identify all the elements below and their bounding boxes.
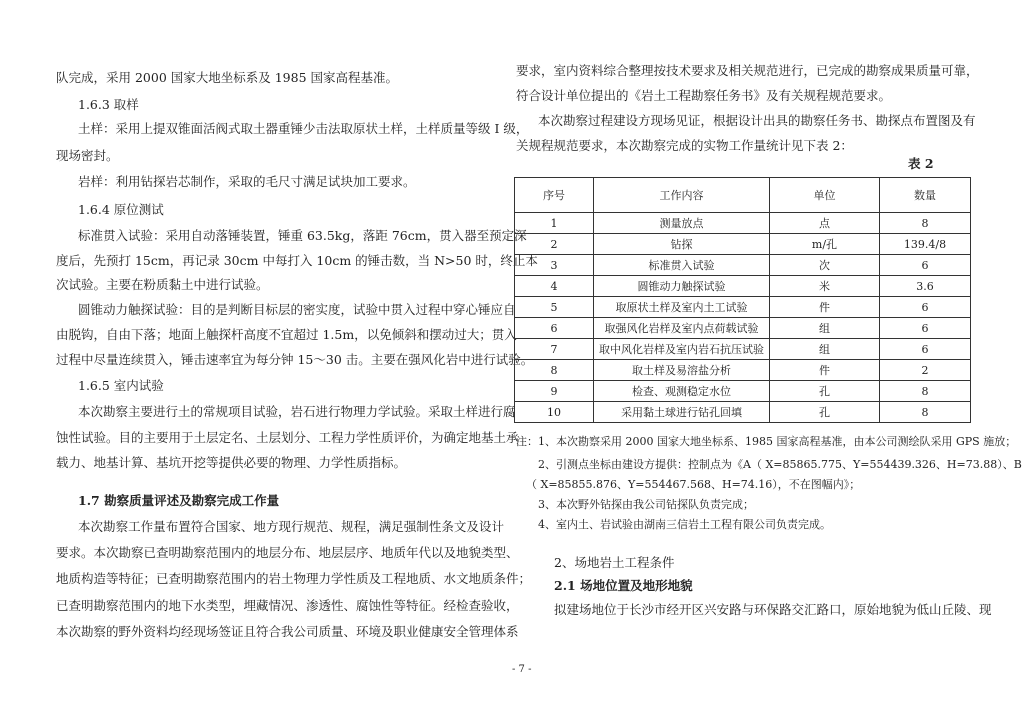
table-row (515, 381, 971, 402)
unit-cell: 组 (770, 339, 880, 360)
paragraph-line: 载力、地基计算、基坑开挖等提供必要的物理、力学性质指标。 (56, 455, 407, 470)
work-content-cell: 取强风化岩样及室内点荷载试验 (594, 318, 770, 339)
paragraph-line: 现场密封。 (56, 148, 119, 163)
table-note: 3、本次野外钻探由我公司钻探队负责完成； (538, 498, 754, 511)
section-heading: 1.6.5 室内试验 (78, 378, 164, 393)
paragraph-line: 队完成，采用 2000 国家大地坐标系及 1985 国家高程基准。 (56, 70, 399, 85)
work-content-cell: 取原状土样及室内土工试验 (594, 297, 770, 318)
quantity-cell: 6 (880, 297, 971, 318)
row-index-cell: 9 (515, 381, 594, 402)
section-heading: 1.6.3 取样 (78, 97, 139, 112)
quantity-cell: 8 (880, 213, 971, 234)
table-row (515, 234, 971, 255)
paragraph-line: 本次勘察的野外资料均经现场签证且符合我公司质量、环境及职业健康安全管理体系 (56, 624, 519, 639)
column-header: 序号 (515, 178, 594, 213)
paragraph-line: 拟建场地位于长沙市经开区兴安路与环保路交汇路口，原始地貌为低山丘陵、现 (554, 602, 992, 617)
unit-cell: 点 (770, 213, 880, 234)
work-content-cell: 取土样及易溶盐分析 (594, 360, 770, 381)
quantity-cell: 2 (880, 360, 971, 381)
paragraph-line: 地质构造等特征；已查明勘察范围内的岩土物理力学性质及工程地质、水文地质条件； (56, 571, 532, 586)
paragraph-line: 标准贯入试验：采用自动落锤装置，锤重 63.5kg，落距 76cm，贯入器至预定深 (78, 228, 527, 243)
table-note: 4、室内土、岩试验由湖南三信岩土工程有限公司负责完成。 (538, 518, 831, 531)
row-index-cell: 1 (515, 213, 594, 234)
paragraph-line: 要求。本次勘察已查明勘察范围内的地层分布、地层层序、地质年代以及地貌类型、 (56, 545, 519, 560)
table-note: （ X=85855.876、Y=554467.568、H=74.16），不在图幅内》； (526, 478, 861, 491)
section-heading: 1.7 勘察质量评述及勘察完成工作量 (78, 493, 280, 508)
unit-cell: 组 (770, 318, 880, 339)
quantity-cell: 6 (880, 339, 971, 360)
table-row (515, 297, 971, 318)
table-row (515, 255, 971, 276)
row-index-cell: 6 (515, 318, 594, 339)
paragraph-line: 本次勘察过程建设方现场见证，根据设计出具的勘察任务书、勘探点布置图及有 (538, 113, 976, 128)
table-row (515, 213, 971, 234)
paragraph-line: 关规程规范要求，本次勘察完成的实物工作量统计见下表 2： (516, 138, 853, 153)
page-number: - 7 - (512, 664, 532, 675)
row-index-cell: 8 (515, 360, 594, 381)
quantity-cell: 8 (880, 381, 971, 402)
section-heading: 2.1 场地位置及地形地貌 (554, 578, 693, 593)
quantity-cell: 3.6 (880, 276, 971, 297)
paragraph-line: 度后，先预打 15cm，再记录 30cm 中每打入 10cm 的锤击数，当 N>50 时，终止本 (56, 253, 538, 268)
section-heading: 2、场地岩土工程条件 (554, 555, 675, 570)
work-content-cell: 采用黏土球进行钻孔回填 (594, 402, 770, 423)
paragraph-line: 本次勘察主要进行土的常规项目试验，岩石进行物理力学试验。采取土样进行腐 (78, 404, 516, 419)
paragraph-line: 本次勘察工作量布置符合国家、地方现行规范、规程，满足强制性条文及设计 (78, 519, 504, 534)
work-content-cell: 检查、观测稳定水位 (594, 381, 770, 402)
unit-cell: 米 (770, 276, 880, 297)
paragraph-line: 由脱钩，自由下落；地面上触探杆高度不宜超过 1.5m，以免倾斜和摆动过大；贯入 (56, 327, 517, 342)
paragraph-line: 过程中尽量连续贯入，锤击速率宜为每分钟 15～30 击。主要在强风化岩中进行试验。 (56, 352, 534, 367)
paragraph-line: 圆锥动力触探试验：目的是判断目标层的密实度，试验中贯入过程中穿心锤应自 (78, 302, 516, 317)
table-row (515, 402, 971, 423)
work-content-cell: 圆锥动力触探试验 (594, 276, 770, 297)
paragraph-line: 符合设计单位提出的《岩土工程勘察任务书》及有关规程规范要求。 (516, 88, 892, 103)
unit-cell: 孔 (770, 381, 880, 402)
table-row (515, 318, 971, 339)
table-header-row (515, 178, 971, 213)
column-header: 数量 (880, 178, 971, 213)
unit-cell: 次 (770, 255, 880, 276)
unit-cell: m/孔 (770, 234, 880, 255)
row-index-cell: 7 (515, 339, 594, 360)
work-content-cell: 测量放点 (594, 213, 770, 234)
unit-cell: 件 (770, 360, 880, 381)
paragraph-line: 次试验。主要在粉质黏土中进行试验。 (56, 277, 269, 292)
table-row (515, 360, 971, 381)
work-content-cell: 钻探 (594, 234, 770, 255)
row-index-cell: 10 (515, 402, 594, 423)
quantity-cell: 6 (880, 318, 971, 339)
paragraph-line: 已查明勘察范围内的地下水类型，埋藏情况、渗透性、腐蚀性等特征。经检查验收， (56, 598, 519, 613)
unit-cell: 件 (770, 297, 880, 318)
workload-table (514, 177, 971, 423)
paragraph-line: 要求，室内资料综合整理按技术要求及相关规范进行，已完成的勘察成果质量可靠， (516, 63, 979, 78)
row-index-cell: 5 (515, 297, 594, 318)
work-content-cell: 标准贯入试验 (594, 255, 770, 276)
paragraph-line: 蚀性试验。目的主要用于土层定名、土层划分、工程力学性质评价，为确定地基土承 (56, 430, 519, 445)
row-index-cell: 3 (515, 255, 594, 276)
table-caption: 表 2 (908, 156, 934, 171)
table-row (515, 339, 971, 360)
column-header: 工作内容 (594, 178, 770, 213)
paragraph-line: 土样：采用上提双锥面活阀式取土器重锤少击法取原状土样，土样质量等级 I 级， (78, 121, 529, 136)
quantity-cell: 8 (880, 402, 971, 423)
table-note: 2、引测点坐标由建设方提供：控制点为《A（ X=85865.775、Y=554439.326、H=73.88）、B (538, 458, 1022, 471)
table-note: 注：1、本次勘察采用 2000 国家大地坐标系、1985 国家高程基准，由本公司测绘队采用 GPS 施放； (516, 435, 1017, 448)
work-content-cell: 取中风化岩样及室内岩石抗压试验 (594, 339, 770, 360)
row-index-cell: 2 (515, 234, 594, 255)
quantity-cell: 6 (880, 255, 971, 276)
paragraph-line: 岩样：利用钻探岩芯制作，采取的毛尺寸满足试块加工要求。 (78, 174, 416, 189)
table-row (515, 276, 971, 297)
row-index-cell: 4 (515, 276, 594, 297)
column-header: 单位 (770, 178, 880, 213)
section-heading: 1.6.4 原位测试 (78, 202, 164, 217)
unit-cell: 孔 (770, 402, 880, 423)
quantity-cell: 139.4/8 (880, 234, 971, 255)
